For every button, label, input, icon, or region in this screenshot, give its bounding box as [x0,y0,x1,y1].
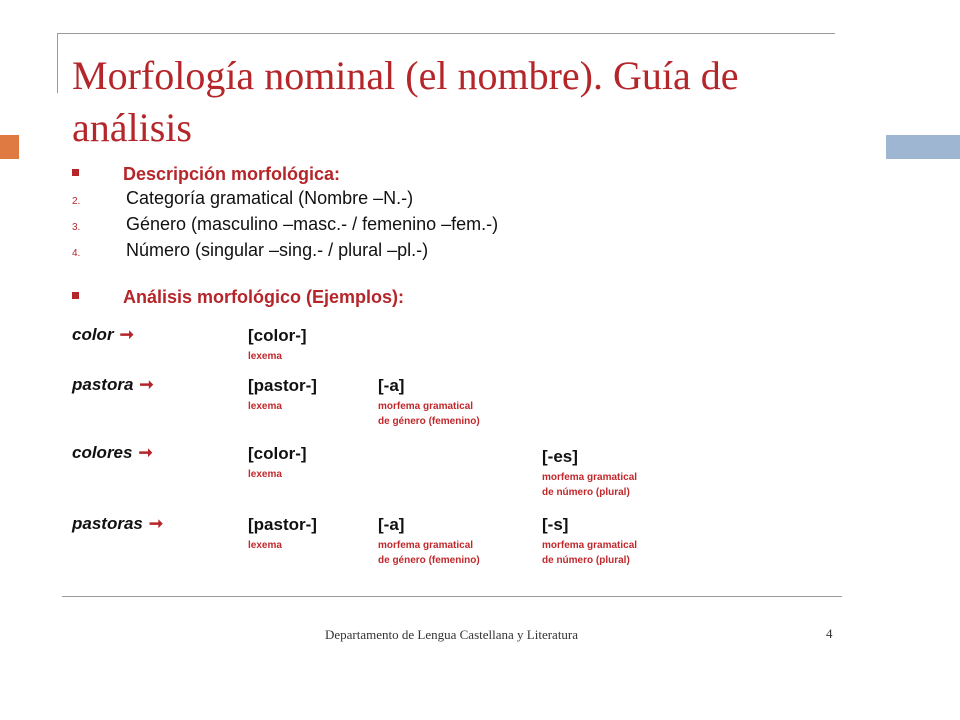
slide-frame-left [57,33,58,93]
number-gloss [542,538,637,568]
gloss-line: morfema gramatical [378,540,474,551]
lexeme-gloss: lexema [248,351,282,362]
footer-department: Departamento de Lengua Castellana y Literatura [325,627,579,642]
slide-title: Morfología nominal (el nombre). Guía de análisis [72,53,739,150]
number-morpheme: [-s] [542,515,569,534]
arrow-right-icon: ➞ [119,325,134,344]
gloss-line: morfema gramatical [542,472,638,483]
analysis-row-colores [72,443,872,503]
lexeme-segment: [pastor-] [248,515,317,534]
analysis-row-pastora [72,375,872,435]
list-number: 3. [72,222,81,233]
lexeme-cell [248,514,317,553]
decorative-orange-bar [0,135,19,159]
page-number: 4 [826,626,833,641]
example-word [72,514,163,534]
list-text: Género (masculino –masc.- / femenino –fem.-) [126,214,499,234]
list-text: Categoría gramatical (Nombre –N.-) [126,188,414,208]
description-list [72,188,498,266]
section-heading-analysis [72,287,404,308]
slide-frame-top [57,33,835,34]
lexeme-segment: [color-] [248,444,307,463]
gender-morpheme: [-a] [378,376,405,395]
square-bullet-icon [72,169,79,176]
number-cell [542,514,637,568]
analysis-row-pastoras [72,514,872,574]
arrow-right-icon: ➞ [138,443,153,462]
list-number: 2. [72,196,81,207]
lexeme-gloss: lexema [248,469,282,480]
gender-morpheme: [-a] [378,515,405,534]
gender-cell [378,375,480,429]
lexeme-cell [248,375,317,414]
lexeme-segment: [color-] [248,326,307,345]
gender-gloss [378,399,480,429]
list-item [72,240,498,266]
gloss-line: de número (plural) [542,555,630,566]
number-cell [542,446,637,500]
list-item [72,214,498,240]
gender-gloss [378,538,480,568]
example-word [72,325,134,345]
list-number: 4. [72,248,81,259]
lexeme-gloss: lexema [248,540,282,551]
lexeme-cell [248,443,307,482]
square-bullet-icon [72,292,79,299]
example-word [72,443,153,463]
section-heading-description [72,164,340,185]
gloss-line: morfema gramatical [378,401,474,412]
lexeme-cell [248,325,307,364]
gloss-line: de género (femenino) [378,416,480,427]
arrow-right-icon: ➞ [148,514,164,533]
decorative-blue-bar [886,135,960,159]
gender-cell [378,514,480,568]
list-item [72,188,498,214]
lexeme-segment: [pastor-] [248,376,317,395]
number-morpheme: [-es] [542,447,578,466]
word-text: pastora [72,375,134,394]
gloss-line: de número (plural) [542,487,630,498]
footer-divider [62,596,842,597]
lexeme-gloss: lexema [248,401,282,412]
gloss-line: de género (femenino) [378,555,480,566]
section-heading-analysis-label: Análisis morfológico (Ejemplos): [123,287,405,307]
word-text: colores [72,443,133,462]
gloss-line: morfema gramatical [542,540,638,551]
list-text: Número (singular –sing.- / plural –pl.-) [126,240,429,260]
arrow-right-icon: ➞ [139,375,154,394]
example-word [72,375,154,395]
word-text: pastoras [72,514,143,533]
word-text: color [72,325,114,344]
section-heading-description-label: Descripción morfológica: [123,164,341,184]
number-gloss [542,470,637,500]
